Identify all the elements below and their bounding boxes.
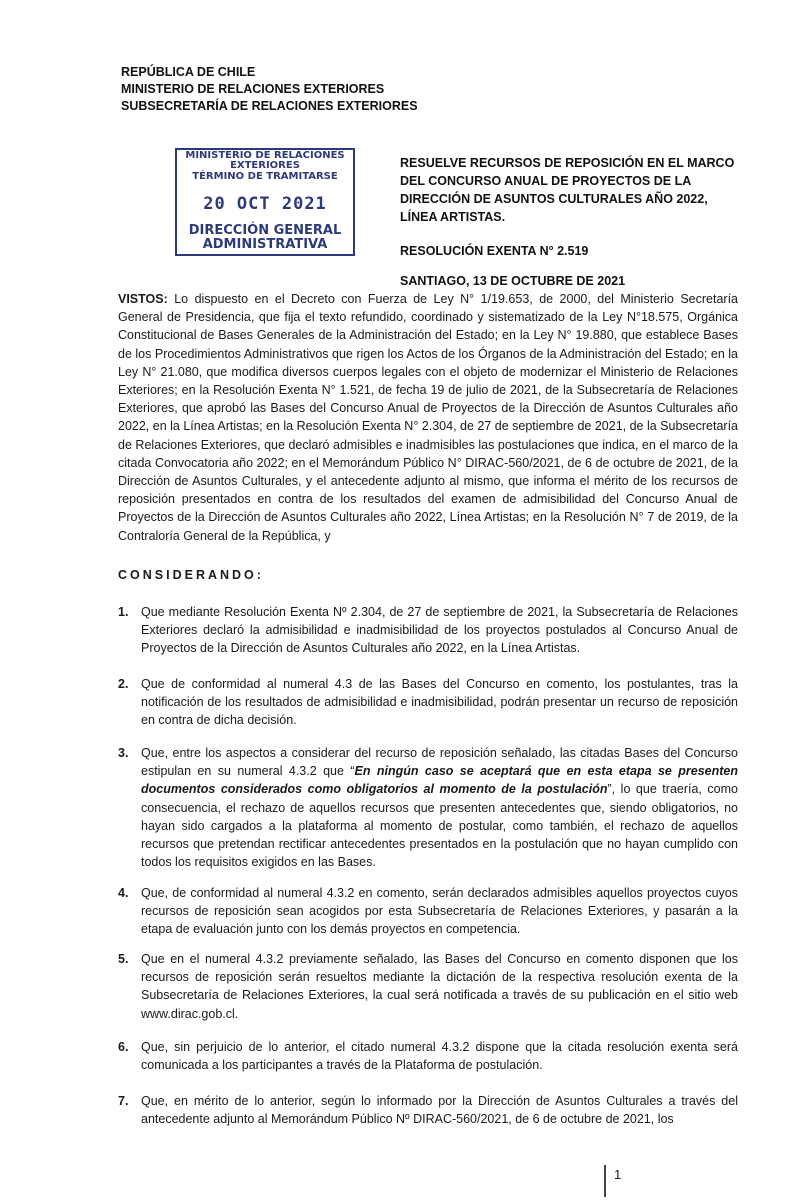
considerando-item-2 <box>118 675 738 730</box>
item-number: 4. <box>118 886 129 900</box>
stamp-ministry-line: MINISTERIO DE RELACIONES <box>185 150 345 161</box>
item-number: 3. <box>118 746 129 760</box>
letterhead-subsecretary: SUBSECRETARÍA DE RELACIONES EXTERIORES <box>121 99 418 113</box>
resolution-number: RESOLUCIÓN EXENTA N° 2.519 <box>400 244 589 258</box>
item-text: Que, en mérito de lo anterior, según lo informado por la Dirección de Asuntos Culturales a través del antecedente adjunto al Memorándum Público Nº DIRAC-560/2021, de 6 de octubre de 2021, los <box>141 1094 738 1127</box>
vistos-paragraph <box>118 290 738 545</box>
item-text: Que, sin perjuicio de lo anterior, el citado numeral 4.3.2 dispone que la citada resolución exenta será comunicada a los participantes a través de la Plataforma de postulación. <box>141 1040 738 1073</box>
item-text <box>141 744 738 871</box>
page-number: 1 <box>614 1167 622 1182</box>
considerando-item-4 <box>118 884 738 939</box>
resolution-subject: RESUELVE RECURSOS DE REPOSICIÓN EN EL MARCO DEL CONCURSO ANUAL DE PROYECTOS DE LA DIRECCIÓN DE ASUNTOS CULTURALES AÑO 2022, LÍNEA ARTISTAS. <box>400 156 735 224</box>
letterhead-ministry: MINISTERIO DE RELACIONES EXTERIORES <box>121 82 385 96</box>
item-quote: En ningún caso se aceptará que en esta etapa se presenten documentos considerados como obligatorios al momento de la postulación <box>141 764 739 797</box>
letterhead-republic: REPÚBLICA DE CHILE <box>121 65 256 79</box>
item-text-post: ”, lo que traería, como consecuencia, el rechazo de aquellos recursos que presenten antecedentes que, siendo obligatorios, no hayan sido cargados a la plataforma al momento de postular, como también, el rechazo de aquellos recursos que pretendan rectificar antecedentes presentados en la postulación que no hayan cumplido con todos los requisitos exigidos en las Bases. <box>141 782 738 870</box>
item-number: 7. <box>118 1094 129 1108</box>
item-number: 5. <box>118 952 129 966</box>
considerando-item-5 <box>118 950 738 1023</box>
item-text: Que, de conformidad al numeral 4.3.2 en comento, serán declarados admisibles aquellos proyectos cuyos recursos de reposición sean acogidos por esta Subsecretaría de Relaciones Exteriores, y pasarán a la etapa de evaluación junto con los demás proyectos en competencia. <box>141 886 738 937</box>
stamp-direction-line1: DIRECCIÓN GENERAL <box>188 223 342 238</box>
item-number: 1. <box>118 605 129 619</box>
considerando-heading: CONSIDERANDO: <box>118 568 264 582</box>
stamp-date: 20 OCT 2021 <box>203 194 327 214</box>
letterhead <box>121 64 418 115</box>
vistos-text: Lo dispuesto en el Decreto con Fuerza de Ley N° 1/19.653, de 2000, del Ministerio Secretaría General de Presidencia, que fija el texto refundido, coordinado y sistematizado de la Ley N°18.575, Orgánica Constitucional de Bases Generales de la Administración del Estado; en la Ley N° 19.880, que establece Bases de los Procedimientos Administrativos que rigen los Actos de los Órganos de la Administración del Estado; en la Ley N° 21.080, que modifica diversos cuerpos legales con el objeto de modernizar el Ministerio de Relaciones Exteriores; en la Resolución Exenta N° 1.521, de fecha 19 de julio de 2021, de la Subsecretaría de Relaciones Exteriores, que aprobó las Bases del Concurso Anual de Proyectos de la Dirección de Asuntos Culturales año 2022, en la Línea Artistas; en la Resolución Exenta N° 2.304, de 27 de septiembre de 2021, de la Subsecretaría de Relaciones Exteriores, que declaró admisibles e inadmisibles las postulaciones que indica, en el marco de la citada Convocatoria año 2022; en el Memorándum Público N° DIRAC-560/2021, de 6 de octubre de 2021, de la Dirección de Asuntos Culturales, y el antecedente adjunto al mismo, que informa el mérito de los recursos de reposición presentados en contra de los resultados del examen de admisibilidad del Concurso Anual de Proyectos de la Dirección de Asuntos Culturales año 2022, Línea Artistas; en la Resolución N° 7 de 2019, de la Contraloría General de la República, y <box>118 292 738 543</box>
footer-divider <box>604 1165 606 1197</box>
considerando-item-7 <box>118 1092 738 1128</box>
considerando-item-1 <box>118 603 738 658</box>
resolution-place-date: SANTIAGO, 13 DE OCTUBRE DE 2021 <box>400 274 626 288</box>
item-text: Que mediante Resolución Exenta Nº 2.304, de 27 de septiembre de 2021, la Subsecretaría de Relaciones Exteriores declaró la admisibilidad e inadmisibilidad de los proyectos postulados al Concurso Anual de Proyectos de la Dirección de Asuntos Culturales año 2022, en la Línea Artistas. <box>141 605 738 656</box>
considerando-item-6 <box>118 1038 738 1074</box>
item-text: Que de conformidad al numeral 4.3 de las Bases del Concurso en comento, los postulantes, tras la notificación de los resultados de admisibilidad e inadmisibilidad, podrán presentar un recurso de reposición en contra de dicha decisión. <box>141 677 738 728</box>
item-text: Que en el numeral 4.3.2 previamente señalado, las Bases del Concurso en comento disponen que los recursos de reposición serán resueltos mediante la dictación de la respectiva resolución exenta de la Subsecretaría de Relaciones Exteriores, la cual será notificada a través de su publicación en el sitio web www.dirac.gob.cl. <box>141 952 738 1021</box>
stamp-direction-line2: ADMINISTRATIVA <box>202 237 328 252</box>
item-number: 6. <box>118 1040 129 1054</box>
stamp-status-line: TÉRMINO DE TRAMITARSE <box>192 171 338 182</box>
item-text-pre: Que, entre los aspectos a considerar del recurso de reposición señalado, las citadas Bases del Concurso estipulan en su numeral 4.3.2 que “ <box>141 746 738 779</box>
considerando-item-3 <box>118 744 738 871</box>
resolution-block <box>400 154 745 290</box>
stamp-exteriores-line: EXTERIORES <box>230 160 300 171</box>
official-stamp <box>175 148 355 256</box>
item-number: 2. <box>118 677 129 691</box>
vistos-label: VISTOS: <box>118 292 168 306</box>
